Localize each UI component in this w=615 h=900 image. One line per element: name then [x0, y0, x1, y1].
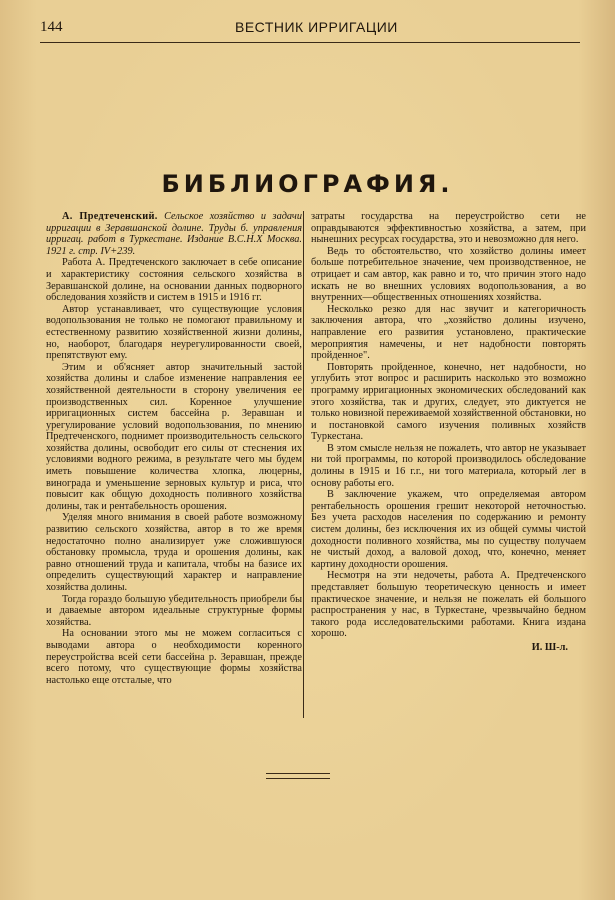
left-column: [46, 211, 302, 686]
left-paragraph: На основании этого мы не можем согласиться с выводами автора о необходимости коренного переустройства всей сети бассейна р. Зеравшан, прежде всего потому, что существующие формы хозяйства настолько еще отсталые, что: [46, 628, 302, 686]
right-paragraph: Несколько резко для нас звучит и категоричность заключения автора, что „хозяйство долины изучено, направление его развития установлено, практические мероприятия намечены, и нет надобности повторять пройденное".: [311, 303, 586, 362]
left-paragraph: Тогда гораздо большую убедительность приобрели бы и даваемые автором идеальные структурные формы хозяйства.: [46, 593, 302, 628]
page-number: 144: [40, 19, 63, 35]
left-paragraph: Этим и об'ясняет автор значительный застой хозяйства долины и слабое изменение направления ее хозяйственной деятельности в сторону увеличения ее производственных сил. Коренное улучшение ирригационных систем бассейна р. Зеравшан и урегулирование условий водопользования, по мнению Предтеченского, поднимет производительность сельского хозяйства долины, освободит его силы от стеснения их условиями водного режима, в результате чего мы будем иметь повышение количества хлопка, люцерны, винограда и уменьшение зерновых культур и риса, что повысит как общую доходность поливного хозяйства долины, так и рентабельность орошения.: [46, 361, 302, 512]
right-paragraph: В этом смысле нельзя не пожалеть, что автор не указывает ни той программы, по которой производилось обследование долины в 1915 и 16 г.г., ни того материала, который лег в основу работы его.: [311, 442, 586, 489]
right-paragraph: Несмотря на эти недочеты, работа А. Предтеченского представляет большую теоретическую ценность и имеет практическое значение, и нельзя не пожелать ей большого распространения у нас, в Туркестане, чрезвычайно бедном такого рода исследовательскими работами. Книга издана хорошо.: [311, 570, 586, 640]
left-paragraph: Автор устанавливает, что существующие условия водопользования не только не помогают правильному и естественному развитию хозяйственной жизни долины, но, наоборот, благодаря неурегулированности своей, препятствуют ему.: [46, 303, 302, 362]
right-paragraph: В заключение укажем, что определяемая автором рентабельность орошения грешит некоторой неточностью. Без учета расходов населения по содержанию и ремонту систем долины, без исключения их из общей суммы чистой доходности поливного хозяйства, мы по существу получаем не чистый доход, а валовой доход, что, конечно, меняет картину доходности орошения.: [311, 489, 586, 570]
section-title: БИБЛИОГРАФИЯ.: [161, 170, 454, 198]
review-signature: И. Ш-л.: [531, 641, 568, 653]
reference-author: А. Предтеченский.: [62, 211, 158, 222]
right-column: [311, 211, 586, 654]
reference-citation: [46, 211, 302, 257]
footer-rule: [266, 773, 330, 774]
right-paragraph: затраты государства на переустройство сети не оправдываются эффективностью хозяйства, а затем, при нынешних ресурсах государства, это и невозможно для него.: [311, 211, 586, 246]
reference-title: Сельское хозяйство и задачи ирригации в Зеравшанской долине. Труды б. управления ирригац. работ в Туркестане. Издание В.С.Н.Х Москва. 1921 г. стр. IV+239.: [46, 211, 302, 257]
right-paragraph: Повторять пройденное, конечно, нет надобности, но углубить этот вопрос и расширить насколько это возможно программу ирригационных экономических обследований как этого хозяйства, так и других, следует, это диктуется не только новизной переживаемой хозяйственной обстановки, но и постановкой самого изучения поливных хозяйств Туркестана.: [311, 361, 586, 443]
footer-rule: [266, 778, 330, 779]
column-divider: [303, 211, 304, 718]
journal-title: ВЕСТНИК ИРРИГАЦИИ: [235, 19, 398, 35]
page-header: [40, 18, 580, 43]
right-paragraph: Ведь то обстоятельство, что хозяйство долины имеет больше потребительное значение, чем производственное, не отрицает и сам автор, как равно и то, что причин этого надо искать не во внешних условиях водопользования, а во внутренних—общественных отношениях хозяйства.: [311, 245, 586, 304]
left-paragraph: Уделяя много внимания в своей работе возможному развитию сельского хозяйства, автор в то же время недостаточно полно анализирует уже сложившуюся обстановку промысла, труда и орошения долины, как равно отношений труда и капитала, чтобы на базисе их определить существующий характер и направление хозяйства долины.: [46, 512, 302, 593]
left-paragraph: Работа А. Предтеченского заключает в себе описание и характеристику состояния сельского хозяйства в Зеравшанской долине, на основании данных подворного обследования хозяйств и систем в 1915 и 1916 гг.: [46, 257, 302, 304]
